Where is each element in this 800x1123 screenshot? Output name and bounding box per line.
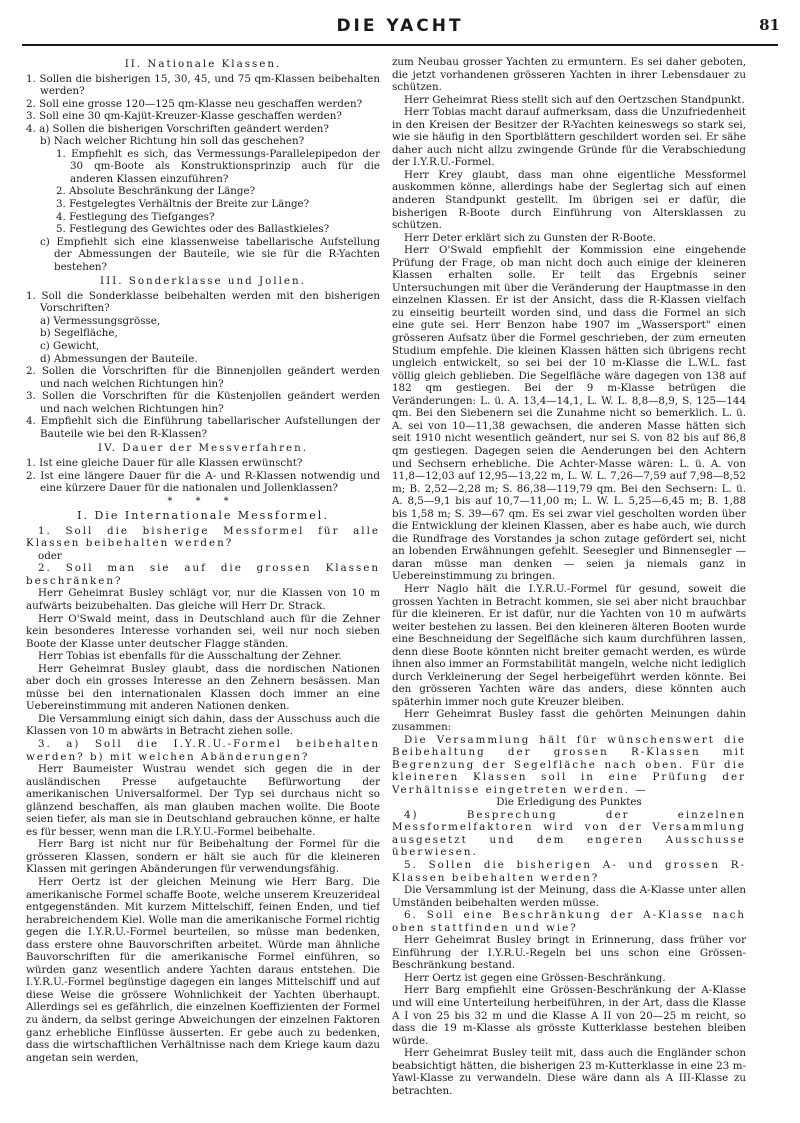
- list-item: 5. Festlegung des Gewichtes oder des Ballastkieles?: [56, 223, 330, 236]
- paragraph: Herr Geheimrat Busley schlägt vor, nur die Klassen von 10 m aufwärts beizubehalten. Das gleiche will Herr Dr. Strack.: [26, 587, 380, 612]
- list-item: a) Vermessungsgrösse,: [40, 314, 161, 327]
- paragraph: Herr Baumeister Wustrau wendet sich gegen die in der ausländischen Presse aufgetauchte Befürwortung der amerikanischen Universalformel. Der Typ sei durchaus nicht so glänzend beschaffen, als man glauben machen wollte. Die Boote seien tiefer, als man sie in Deutschland gebrauchen könne, er halte es für besser, wenn man die I.R.Y.U.-Formel beibehalte.: [26, 763, 380, 838]
- question: 5. Sollen die bisherigen A- und grossen R-Klassen beibehalten werden?: [392, 859, 746, 884]
- section-heading-international-formula: I. Die Internationale Messformel.: [77, 509, 329, 523]
- paragraph: Herr Geheimrat Busley bringt in Erinnerung, dass früher vor Einführung der I.Y.R.U.-Regeln bei uns schon eine Grössen-Beschränkung bestand.: [392, 934, 746, 972]
- list-item: 3. Sollen die Vorschriften für die Küstenjollen geändert werden und nach welchen Richtungen hin?: [26, 390, 380, 415]
- paragraph: Herr O'Swald meint, dass in Deutschland auch für die Zehner kein besonderes Interesse vorhanden sei, weil nur noch sieben Boote der Klasse unter deutscher Flagge ständen.: [26, 612, 380, 650]
- list-item: 2. Soll eine grosse 120—125 qm-Klasse neu geschaffen werden?: [26, 97, 363, 110]
- list-item: c) Empfiehlt sich eine klassenweise tabellarische Aufstellung der Abmessungen der Bauteile, wie sie für die R-Yachten bestehen?: [40, 235, 380, 273]
- paragraph: Die Erledigung des Punktes: [496, 796, 642, 809]
- question: 2. Soll man sie auf die grossen Klassen beschränken?: [26, 562, 380, 587]
- list-item: 2. Ist eine längere Dauer für die A- und R-Klassen notwendig und eine kürzere Dauer für die nationalen und Jollenklassen?: [26, 469, 380, 495]
- paragraph: Herr Oertz ist gegen eine Grössen-Beschränkung.: [404, 971, 666, 984]
- section-heading-special-class: III. Sonderklasse und Jollen.: [100, 275, 306, 288]
- list-item: 4. Empfiehlt sich die Einführung tabellarischer Aufstellungen der Bauteile wie bei den R-Klassen?: [26, 415, 380, 440]
- question: 1. Soll die bisherige Messformel für alle Klassen beibehalten werden?: [26, 524, 380, 550]
- question: 3. a) Soll die I.Y.R.U.-Formel beibehalten werden? b) mit welchen Abänderungen?: [26, 737, 380, 763]
- list-item: c) Gewicht,: [40, 340, 100, 353]
- list-item: 4. Festlegung des Tiefganges?: [56, 210, 215, 223]
- list-item: 3. Festgelegtes Verhältnis der Breite zur Länge?: [56, 198, 310, 211]
- left-column: [26, 56, 380, 1116]
- resolution: Die Versammlung hält für wünschenswert die Beibehaltung der grossen R-Klassen mit Begrenzung der Segelfläche nach oben. Für die kleineren Klassen soll in eine Prüfung der Verhältnisse eingetreten werden. —: [392, 733, 746, 796]
- journal-title: DIE YACHT: [336, 16, 464, 36]
- paragraph: Herr Geheimrat Busley glaubt, dass die nordischen Nationen aber doch ein grosses Interesse an den Zehnern besässen. Man müsse bei den internationalen Klassen doch immer an eine Uebereinstimmung mit anderen Nationen denken.: [26, 662, 380, 713]
- paragraph: Herr Oertz ist der gleichen Meinung wie Herr Barg. Die amerikanische Formel schaffe Boote, welche unserem Kreuzerideal entgegenständen. Mit kurzem Mittelschiff, feinen Enden, und tief herabreichendem Kiel. Wolle man die amerikanische Formel richtig gegen die I.Y.R.U.-Formel beurteilen, so müsse man bedenken, dass erstere ohne Bauvorschriften arbeitet. Würde man ähnliche Bauvorschriften für die amerikanische Formel einführen, so würden ganz wesentlich andere Yachten daraus entstehen. Die I.Y.R.U.-Formel begünstige dagegen ein langes Mittelschiff und auf diese Weise die grössere Wohnlichkeit der Yachten überhaupt. Allerdings sei es gefährlich, die einzelnen Koeffizienten der Formel zu ändern, da selbst geringe Abweichungen der einzelnen Faktoren ganz erhebliche Einflüsse äusserten. Er gebe auch zu bedenken, dass die wirtschaftlichen Verhältnisse nach dem Kriege kaum dazu angetan sein werden,: [26, 876, 380, 1064]
- question: 6. Soll eine Beschränkung der A-Klasse nach oben stattfinden und wie?: [392, 909, 746, 934]
- paragraph: Herr Krey glaubt, dass man ohne eigentliche Messformel auskommen könne, allerdings habe der Seglertag sich auf einen anderen Standpunkt gestellt. Im übrigen sei er dafür, die bisherigen R-Boote durch Einführung von Altersklassen zu schützen.: [392, 168, 746, 232]
- section-heading-national-classes: II. Nationale Klassen.: [124, 58, 282, 70]
- section-separator: * * *: [167, 495, 239, 507]
- paragraph: Herr Geheimrat Busley fasst die gehörten Meinungen dahin zusammen:: [392, 708, 746, 733]
- list-item: 1. Ist eine gleiche Dauer für alle Klassen erwünscht?: [26, 456, 303, 469]
- paragraph: Herr O'Swald empfiehlt der Kommission eine eingehende Prüfung der Frage, ob man nicht doch auch einige der kleineren Klassen erhalten solle. Er teilt das Ergebnis seiner Untersuchungen mit über die Veränderung der Hauptmasse in den einzelnen Klassen. Er ist der Ansicht, dass die R-Klassen vielfach zu einseitig beurteilt worden sind, und dass die Formel an sich eine gute sei. Herr Benzon habe 1907 im „Wassersport" einen grösseren Aufsatz über die Formel geschrieben, der zum erneuten Studium empfehle. Die kleinen Klassen hätten sich übrigens recht ungleich entwickelt, so sei bei der 10 m-Klasse die L.W.L. fast völlig gleich geblieben. Die Segelfläche wäre dagegen von 138 auf 182 qm gestiegen. Bei der 9 m-Klasse betrügen die Veränderungen: L. ü. A. 13,4—14,1, L. W. L. 8,8—8,9, S. 125—144 qm. Bei den Siebenern sei die Zunahme nicht so bemerklich. L. ü. A. sei von 10—11,38 gewachsen, die anderen Masse hätten sich seit 1910 nicht wesentlich geändert, nur sei S. von 82 bis auf 86,8 qm gestiegen. Dagegen seien die Aenderungen bei den Achtern und Sechsern erhebliche. Die Achter-Masse wären: L. ü. A. von 11,8—12,03 auf 12,95—13,22 m, L. W. L. 7,26—7,59 auf 7,98—8,52 m; B. 2,52—2,28 m; S. 86,38—119,79 qm. Bei den Sechsern: L. ü. A. 8,5—9,1 bis auf 10,7—11,00 m; L. W. L. 5,25—6,45 m; B. 1,88 bis 1,58 m; S. 39—67 qm. Es sei zwar viel gescholten worden über die Entwicklung der kleinen Klassen, aber es habe auch, wie durch die Rundfrage des Vorstandes ja schon zutage gefördert sei, nicht an lobenden Erwähnungen gefehlt. Seesegler und Binnensegler — daran müsse man denken — seien ja niemals ganz in Uebereinstimmung zu bringen.: [392, 244, 746, 583]
- paragraph: Die Versammlung einigt sich dahin, dass der Ausschuss auch die Klassen von 10 m abwärts in Betracht ziehen solle.: [26, 712, 380, 738]
- paragraph: Herr Barg empfiehlt eine Grössen-Beschränkung der A-Klasse und will eine Unterteilung herbeiführen, in der Art, dass die Klasse A I von 25 bis 32 m und die Klasse A II von 20—25 m reicht, so dass die 19 m-Klasse als grösste Kutterklasse bestehen bleiben würde.: [392, 984, 746, 1047]
- paragraph: Herr Naglo hält die I.Y.R.U.-Formel für gesund, soweit die grossen Yachten in Betracht kommen, sie sei aber nicht brauchbar für die kleineren. Er ist dafür, nur die Yachten von 10 m aufwärts weiter bestehen zu lassen. Bei den kleineren älteren Booten wurde eine Beschneidung der Segelfläche sich kaum durchführen lassen, denn diese Boote könnten nicht breiter gemacht werden, es würde ihnen also immer an Formstabilität mangeln, welche nicht lediglich durch Verkleinerung der Segel herbeigeführt werden könnte. Bei den grösseren Yachten wäre das anders, diese könnten auch späterhin immer noch gute Kreuzer bleiben.: [392, 582, 746, 708]
- paragraph: Herr Geheimrat Busley teilt mit, dass auch die Engländer schon beabsichtigt hätten, die bisherigen 23 m-Kutterklasse in eine 23 m-Yawl-Klasse zu verwandeln. Diese wäre dann als A III-Klasse zu betrachten.: [392, 1047, 746, 1097]
- list-item: 1. Empfiehlt es sich, das Vermessungs-Parallelepipedon der 30 qm-Boote als Konstruktionsprinzip auch für die anderen Klassen einzuführen?: [56, 147, 380, 185]
- question: 4) Besprechung der einzelnen Messformelfaktoren wird von der Versammlung ausgesetzt und dem engeren Ausschusse überwiesen.: [392, 808, 746, 859]
- header-rule: [22, 44, 778, 46]
- paragraph: Herr Tobias ist ebenfalls für die Ausschaltung der Zehner.: [38, 650, 342, 663]
- list-item: d) Abmessungen der Bauteile.: [40, 352, 198, 365]
- list-item: 1. Sollen die bisherigen 15, 30, 45, und 75 qm-Klassen beibehalten werden?: [26, 72, 380, 98]
- list-item: 4. a) Sollen die bisherigen Vorschriften geändert werden?: [26, 122, 329, 135]
- paragraph: Herr Deter erklärt sich zu Gunsten der R-Boote.: [404, 231, 657, 244]
- list-item: 1. Soll die Sonderklasse beibehalten werden mit den bisherigen Vorschriften?: [26, 289, 380, 315]
- paragraph: Herr Geheimrat Riess stellt sich auf den Oertzschen Standpunkt.: [404, 93, 745, 106]
- list-item: 3. Soll eine 30 qm-Kajüt-Kreuzer-Klasse geschaffen werden?: [26, 110, 342, 123]
- list-item: b) Nach welcher Richtung hin soll das geschehen?: [40, 135, 305, 148]
- right-column: [392, 56, 746, 1116]
- paragraph: Herr Barg ist nicht nur für Beibehaltung der Formel für die grösseren Klassen, sondern er hält sie auch für die kleineren Klassen mit geringen Abänderungen für verwendungsfähig.: [26, 838, 380, 876]
- list-item: 2. Sollen die Vorschriften für die Binnenjollen geändert werden und nach welchen Richtungen hin?: [26, 365, 380, 390]
- page-number: 81: [759, 16, 780, 34]
- paragraph: Herr Tobias macht darauf aufmerksam, dass die Unzufriedenheit in den Kreisen der Besitzer der R-Yachten keineswegs so stark sei, wie sie häufig in den Sportblättern geschildert worden sei. Er sähe daher auch nicht allzu zwingende Gründe für die Verabschiedung der I.Y.R.U.-Formel.: [392, 106, 746, 169]
- connector-text: oder: [38, 549, 62, 562]
- list-item: b) Segelfläche,: [40, 327, 118, 340]
- page-header: [20, 16, 780, 42]
- section-heading-duration: IV. Dauer der Messverfahren.: [98, 442, 308, 455]
- paragraph: zum Neubau grosser Yachten zu ermuntern. Es sei daher geboten, die jetzt vorhandenen grösseren Yachten in ihrer Lebensdauer zu schützen.: [392, 56, 746, 94]
- paragraph: Die Versammlung ist der Meinung, dass die A-Klasse unter allen Umständen beibehalten werden müsse.: [392, 884, 746, 909]
- list-item: 2. Absolute Beschränkung der Länge?: [56, 185, 256, 198]
